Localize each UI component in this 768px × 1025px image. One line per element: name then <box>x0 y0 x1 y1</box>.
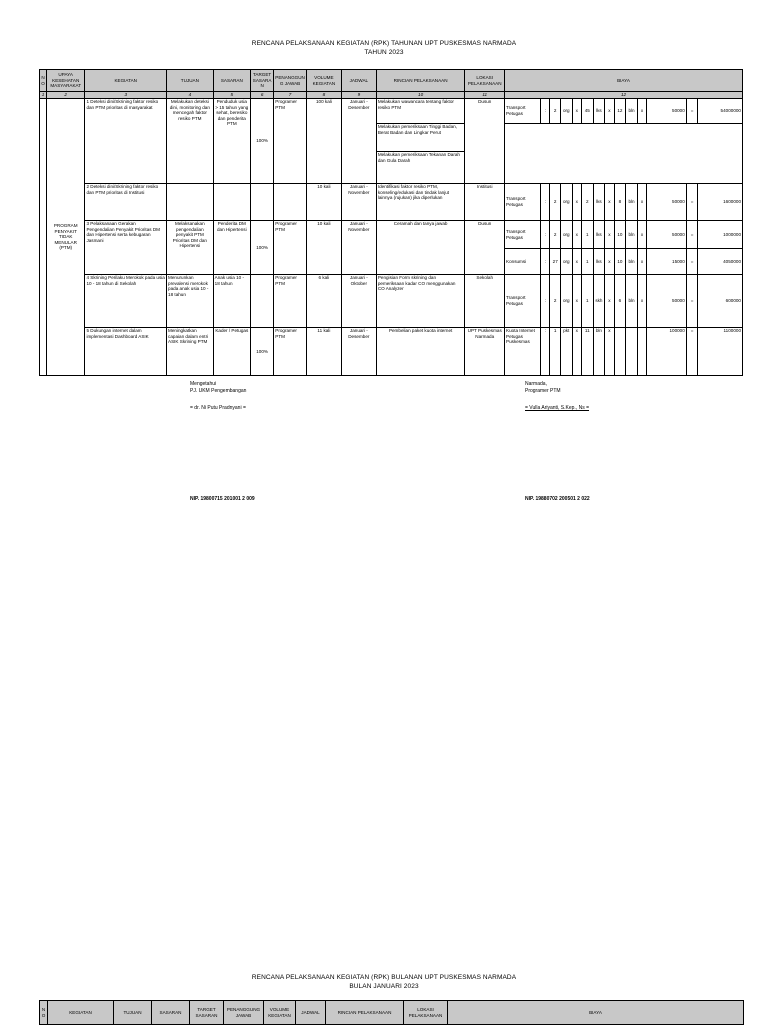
header-rincian: RINCIAN PELAKSANAAN <box>326 1001 404 1025</box>
pj-cell <box>274 184 307 221</box>
target-cell: 100% <box>250 99 273 184</box>
volume-cell: 100 kali <box>306 99 341 184</box>
biaya-sep: : <box>541 328 550 376</box>
target-cell <box>250 275 273 328</box>
col-number: 6 <box>250 92 273 99</box>
col-number: 4 <box>167 92 214 99</box>
biaya-unit: org <box>560 184 572 221</box>
sasaran-cell: Penduduk usia > 15 tahun yang sehat, beresiko dan penderita PTM <box>213 99 250 184</box>
jadwal-cell: Januari - Oktober <box>341 275 376 328</box>
biaya-equals: = <box>686 275 698 328</box>
empty-no-cell <box>40 99 47 376</box>
volume-cell: 11 kali <box>306 328 341 376</box>
pj-cell: Programer PTM <box>274 275 307 328</box>
biaya-price: 50000 <box>647 275 687 328</box>
lokasi-cell: Institusi <box>465 184 505 221</box>
biaya-qty: 2 <box>550 221 560 249</box>
sasaran-cell: Kader / Petugas <box>213 328 250 376</box>
biaya-times: x <box>605 99 614 124</box>
biaya-sep: : <box>541 184 550 221</box>
lokasi-cell: Sekolah <box>465 275 505 328</box>
tujuan-cell: Melaksanakan pengendalian penyakit PTM Prioritas DM dan Hipertensi <box>167 221 214 275</box>
biaya-item: Transport Petugas <box>505 275 541 328</box>
biaya-qty: 1 <box>581 275 593 328</box>
biaya-item: Konsumsi <box>505 249 541 275</box>
biaya-qty: 2 <box>581 184 593 221</box>
col-number: 2 <box>46 92 84 99</box>
table-row <box>40 221 743 249</box>
biaya-unit: bln <box>593 328 605 376</box>
header-sasaran: SASARAN <box>213 70 250 92</box>
biaya-times: x <box>605 184 614 221</box>
biaya-price: 50000 <box>647 99 687 124</box>
volume-cell: 10 kali <box>306 184 341 221</box>
sig-right-name: = Vulla Ariyanti, S.Kep., Ns = <box>525 405 590 411</box>
kegiatan-text: Deteksi dini/Skrining faktor resiko dan PTM prioritas di masyarakat <box>86 99 159 110</box>
biaya-item: Kuota Internet Petugas Puskesmas <box>505 328 541 376</box>
biaya-qty: 2 <box>550 184 560 221</box>
pj-cell: Programer PTM <box>274 99 307 184</box>
header-biaya: BIAYA <box>505 70 743 92</box>
biaya-times: x <box>605 249 614 275</box>
col-number: 7 <box>274 92 307 99</box>
biaya-equals: = <box>686 184 698 221</box>
biaya-times: x <box>605 275 614 328</box>
biaya-item: Transport Petugas <box>505 99 541 124</box>
header-row <box>40 1001 744 1025</box>
biaya-times: x <box>637 249 646 275</box>
col-number: 1 <box>40 92 47 99</box>
biaya-equals: = <box>686 328 698 376</box>
tujuan-cell: Meningkatkan capaian dalam entri ASIK Skrining PTM <box>167 328 214 376</box>
header-volume: VOLUME KEGIATAN <box>306 70 341 92</box>
kegiatan-cell <box>85 275 167 328</box>
header-no: NO <box>40 70 47 92</box>
target-cell: 100% <box>250 328 273 376</box>
sig-right-line2: Programer PTM <box>525 388 561 394</box>
kegiatan-no: 4 <box>86 275 89 280</box>
biaya-unit: bln <box>626 249 638 275</box>
header-pj: PENANGGUNG JAWAB <box>224 1001 264 1025</box>
biaya-unit: bln <box>626 275 638 328</box>
table-row <box>40 184 743 221</box>
biaya-qty: 8 <box>614 184 626 221</box>
biaya-unit: skh <box>593 275 605 328</box>
biaya-item: Transport Petugas <box>505 184 541 221</box>
tujuan-cell <box>167 184 214 221</box>
biaya-times: x <box>637 275 646 328</box>
biaya-qty: 1 <box>581 221 593 249</box>
sig-right-nip: NIP. 19880702 200501 2 022 <box>525 496 590 502</box>
biaya-unit: org <box>560 99 572 124</box>
biaya-qty: 1 <box>550 328 560 376</box>
biaya-qty: 10 <box>614 221 626 249</box>
jadwal-cell: Januari - Desember <box>341 328 376 376</box>
header-kegiatan: KEGIATAN <box>48 1001 114 1025</box>
biaya-qty: 1 <box>581 249 593 275</box>
biaya-qty: 10 <box>614 249 626 275</box>
biaya-total: 1100000 <box>698 328 743 376</box>
kegiatan-no: 5 <box>86 328 89 333</box>
sig-left-line2: PJ. UKM Pengembangan <box>190 388 247 394</box>
biaya-sep: : <box>541 249 550 275</box>
biaya-total: 1000000 <box>698 221 743 249</box>
volume-cell: 6 kali <box>306 275 341 328</box>
kegiatan-cell <box>85 328 167 376</box>
biaya-unit: bln <box>626 99 638 124</box>
biaya-qty: 6 <box>614 275 626 328</box>
biaya-total: 1600000 <box>698 184 743 221</box>
biaya-equals: = <box>686 221 698 249</box>
biaya-times: x <box>572 184 581 221</box>
biaya-qty: 12 <box>614 99 626 124</box>
biaya-unit <box>626 328 638 376</box>
signature-right <box>525 381 590 503</box>
header-row <box>40 70 743 92</box>
header-lokasi: LOKASI PELAKSANAAN <box>465 70 505 92</box>
biaya-times: x <box>572 249 581 275</box>
col-number: 5 <box>213 92 250 99</box>
column-number-row <box>40 92 743 99</box>
biaya-unit: lks <box>593 249 605 275</box>
biaya-price: 15000 <box>647 249 687 275</box>
doc2-title: RENCANA PELAKSANAAN KEGIATAN (RPK) BULANAN UPT PUSKESMAS NARMADA <box>251 974 517 981</box>
biaya-sep: : <box>541 221 550 249</box>
biaya-qty: 45 <box>581 99 593 124</box>
header-upaya: UPAYA KESEHATAN MASYARAKAT <box>46 70 84 92</box>
biaya-times: x <box>637 184 646 221</box>
pj-cell: Programer PTM <box>274 221 307 275</box>
tujuan-cell: Menurunkan prevalensi merokok pada anak usia 10 - 18 tahun <box>167 275 214 328</box>
rincian-cell: Ceramah dan tanya jawab <box>376 221 465 275</box>
rincian-cell: Melakukan pemeriksaan Tekanan Darah dan Gula Darah <box>376 152 465 184</box>
biaya-qty: 11 <box>581 328 593 376</box>
rpk-bulanan-table <box>39 1000 744 1025</box>
biaya-unit: org <box>560 275 572 328</box>
lokasi-cell: Dusun <box>465 221 505 275</box>
signature-left <box>190 381 255 503</box>
kegiatan-text: Dukungan internet dalam implementasi Dashboard ASIK <box>86 328 149 339</box>
biaya-times: x <box>637 221 646 249</box>
biaya-times: x <box>605 221 614 249</box>
biaya-times: x <box>572 275 581 328</box>
biaya-item: Transport Petugas <box>505 221 541 249</box>
kegiatan-no: 2 <box>86 184 89 189</box>
lokasi-cell: UPT Puskesmas Narmada <box>465 328 505 376</box>
volume-cell: 10 kali <box>306 221 341 275</box>
biaya-qty: 27 <box>550 249 560 275</box>
biaya-sep: : <box>541 99 550 124</box>
biaya-unit: lks <box>593 99 605 124</box>
biaya-total: 54000000 <box>698 99 743 124</box>
biaya-unit: lks <box>593 221 605 249</box>
pj-cell: Programer PTM <box>274 328 307 376</box>
biaya-equals: = <box>686 99 698 124</box>
biaya-times: x <box>572 328 581 376</box>
biaya-total: 600000 <box>698 275 743 328</box>
biaya-sep: : <box>541 275 550 328</box>
header-target: TARGET SASARAN <box>190 1001 224 1025</box>
kegiatan-no: 3 <box>86 221 89 226</box>
table-row <box>40 275 743 328</box>
header-lokasi: LOKASI PELAKSANAAN <box>404 1001 448 1025</box>
jadwal-cell: Januari - November <box>341 184 376 221</box>
rincian-cell: Pengisian Form skrining dan pemeriksaan kadar CO menggunakan CO Analyzer <box>376 275 465 328</box>
header-no: NO <box>40 1001 48 1025</box>
header-jadwal: JADWAL <box>341 70 376 92</box>
biaya-qty: 2 <box>550 275 560 328</box>
rincian-cell: Pembelian paket kuota internet <box>376 328 465 376</box>
biaya-times: x <box>572 221 581 249</box>
target-cell: 100% <box>250 221 273 275</box>
sig-left-nip: NIP. 19800715 201001 2 009 <box>190 496 255 502</box>
col-number: 3 <box>85 92 167 99</box>
biaya-times: x <box>637 99 646 124</box>
col-number: 11 <box>465 92 505 99</box>
biaya-times <box>637 328 646 376</box>
col-number: 12 <box>505 92 743 99</box>
sig-right-line1: Narmada, <box>525 381 547 387</box>
kegiatan-text: Skrining Perilaku Merokok pada usia 10 - 18 tahun di Sekolah <box>86 275 165 286</box>
header-rincian: RINCIAN PELAKSANAAN <box>376 70 465 92</box>
header-volume: VOLUME KEGIATAN <box>264 1001 296 1025</box>
kegiatan-text: Pelaksanaan Gerakan Pengendalian Penyakit Prioritas DM dan Hipertensi serta kebugaran Jasmani <box>86 221 160 243</box>
biaya-qty: 2 <box>550 99 560 124</box>
header-kegiatan: KEGIATAN <box>85 70 167 92</box>
rincian-cell: Identifikasi faktor resiko PTM, konseling/edukasi dan tindak lanjut lainnya (rujukan) jika diperlukan <box>376 184 465 221</box>
biaya-unit: org <box>560 221 572 249</box>
tujuan-cell: Melakukan deteksi dini, monitoring dan mencegah faktor resiko PTM <box>167 99 214 184</box>
biaya-unit: bln <box>626 184 638 221</box>
biaya-unit: pkt <box>560 328 572 376</box>
col-number: 8 <box>306 92 341 99</box>
kegiatan-no: 1 <box>86 99 89 104</box>
biaya-price: 50000 <box>647 221 687 249</box>
rpk-table <box>39 69 743 376</box>
header-target: TARGET SASARAN <box>250 70 273 92</box>
rincian-cell: Melakukan wawancara tentang faktor resiko PTM <box>376 99 465 124</box>
rincian-cell: Melakukan pemeriksaan Tinggi Badan, Berat Badan dan Lingkar Perut <box>376 124 465 152</box>
sig-left-name: = dr. Ni Putu Pradnyani = <box>190 405 246 411</box>
table-row <box>40 328 743 376</box>
kegiatan-cell <box>85 99 167 184</box>
lokasi-cell: Dusun <box>465 99 505 184</box>
header-jadwal: JADWAL <box>296 1001 326 1025</box>
biaya-price: 100000 <box>647 328 687 376</box>
kegiatan-cell <box>85 184 167 221</box>
header-tujuan: TUJUAN <box>114 1001 152 1025</box>
header-sasaran: SASARAN <box>152 1001 190 1025</box>
doc-year: TAHUN 2023 <box>364 49 404 56</box>
program-name: PROGRAM PENYAKIT TIDAK MENULAR (PTM) <box>46 99 84 376</box>
header-pj: PENANGGUNG JAWAB <box>274 70 307 92</box>
header-biaya: BIAYA <box>448 1001 744 1025</box>
biaya-total: 4050000 <box>698 249 743 275</box>
sig-left-line1: Mengetahui <box>190 381 217 387</box>
col-number: 9 <box>341 92 376 99</box>
jadwal-cell: Januari - November <box>341 221 376 275</box>
doc-title: RENCANA PELAKSANAAN KEGIATAN (RPK) TAHUNAN UPT PUSKESMAS NARMADA <box>251 40 517 47</box>
doc2-month: BULAN JANUARI 2023 <box>349 983 419 990</box>
kegiatan-cell <box>85 221 167 275</box>
sasaran-cell <box>213 184 250 221</box>
kegiatan-text: Deteksi dini/Skrining faktor resiko dan PTM prioritas di Institusi <box>86 184 159 195</box>
biaya-unit: bln <box>626 221 638 249</box>
col-number: 10 <box>376 92 465 99</box>
table-row <box>40 99 743 124</box>
biaya-times: x <box>572 99 581 124</box>
jadwal-cell: Januari - Desember <box>341 99 376 184</box>
biaya-times: x <box>605 328 614 376</box>
biaya-price: 50000 <box>647 184 687 221</box>
biaya-qty <box>614 328 626 376</box>
sasaran-cell: Penderita DM dan Hipertensi <box>213 221 250 275</box>
target-cell <box>250 184 273 221</box>
sasaran-cell: Anak usia 10 - 18 tahun <box>213 275 250 328</box>
header-tujuan: TUJUAN <box>167 70 214 92</box>
biaya-unit: org <box>560 249 572 275</box>
biaya-empty <box>505 124 743 184</box>
biaya-equals: = <box>686 249 698 275</box>
biaya-unit: lks <box>593 184 605 221</box>
